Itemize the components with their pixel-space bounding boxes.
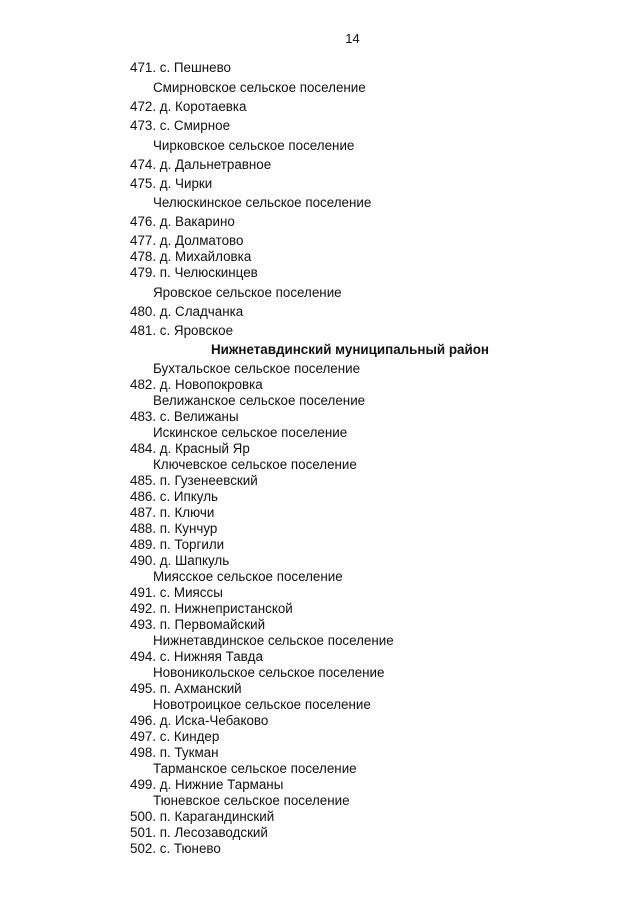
settlement-heading: Смирновское сельское поселение: [153, 80, 366, 95]
settlement-heading: Миясское сельское поселение: [153, 569, 343, 584]
list-item: 473. с. Смирное: [130, 118, 231, 133]
list-item: 475. д. Чирки: [130, 176, 213, 191]
list-item: 476. д. Вакарино: [130, 214, 235, 229]
list-item: 499. д. Нижние Тарманы: [130, 777, 284, 792]
settlement-heading: Новоникольское сельское поселение: [153, 665, 385, 680]
settlement-heading: Челюскинское сельское поселение: [153, 195, 372, 210]
list-item: 478. д. Михайловка: [130, 249, 252, 264]
settlement-heading: Тюневское сельское поселение: [153, 793, 350, 808]
list-item: 492. п. Нижнепристанской: [130, 601, 293, 616]
list-item: 496. д. Иска-Чебаково: [130, 713, 269, 728]
list-item: 502. с. Тюнево: [130, 841, 221, 856]
settlement-heading: Велижанское сельское поселение: [153, 393, 366, 408]
list-item: 483. с. Велижаны: [130, 409, 239, 424]
list-item: 481. с. Яровское: [130, 323, 234, 338]
list-item: 484. д. Красный Яр: [130, 441, 250, 456]
list-item: 482. д. Новопокровка: [130, 377, 263, 392]
list-item: 479. п. Челюскинцев: [130, 265, 258, 280]
list-item: 501. п. Лесозаводский: [130, 825, 268, 840]
list-item: 472. д. Коротаевка: [130, 99, 247, 114]
list-item: 480. д. Сладчанка: [130, 304, 244, 319]
settlement-heading: Искинское сельское поселение: [153, 425, 348, 440]
list-item: 474. д. Дальнетравное: [130, 157, 272, 172]
list-item: 488. п. Кунчур: [130, 521, 218, 536]
list-item: 471. с. Пешнево: [130, 60, 231, 75]
list-item: 485. п. Гузенеевский: [130, 473, 258, 488]
list-item: 489. п. Торгили: [130, 537, 225, 552]
list-item: 486. с. Ипкуль: [130, 489, 218, 504]
settlement-heading: Бухтальское сельское поселение: [153, 361, 361, 376]
list-item: 493. п. Первомайский: [130, 617, 266, 632]
district-heading: Нижнетавдинский муниципальный район: [211, 342, 489, 357]
settlement-heading: Новотроицкое сельское поселение: [153, 697, 371, 712]
list-item: 497. с. Киндер: [130, 729, 220, 744]
settlement-heading: Нижнетавдинское сельское поселение: [153, 633, 394, 648]
page-number: 14: [345, 31, 360, 46]
list-item: 477. д. Долматово: [130, 233, 244, 248]
list-item: 490. д. Шапкуль: [130, 553, 230, 568]
list-item: 495. п. Ахманский: [130, 681, 242, 696]
settlement-heading: Ключевское сельское поселение: [153, 457, 357, 472]
list-item: 494. с. Нижняя Тавда: [130, 649, 263, 664]
settlement-heading: Чирковское сельское поселение: [153, 138, 355, 153]
list-item: 491. с. Мияссы: [130, 585, 223, 600]
list-item: 498. п. Тукман: [130, 745, 219, 760]
settlement-heading: Тарманское сельское поселение: [153, 761, 357, 776]
settlement-heading: Яровское сельское поселение: [153, 285, 342, 300]
list-item: 487. п. Ключи: [130, 505, 215, 520]
list-item: 500. п. Карагандинский: [130, 809, 275, 824]
